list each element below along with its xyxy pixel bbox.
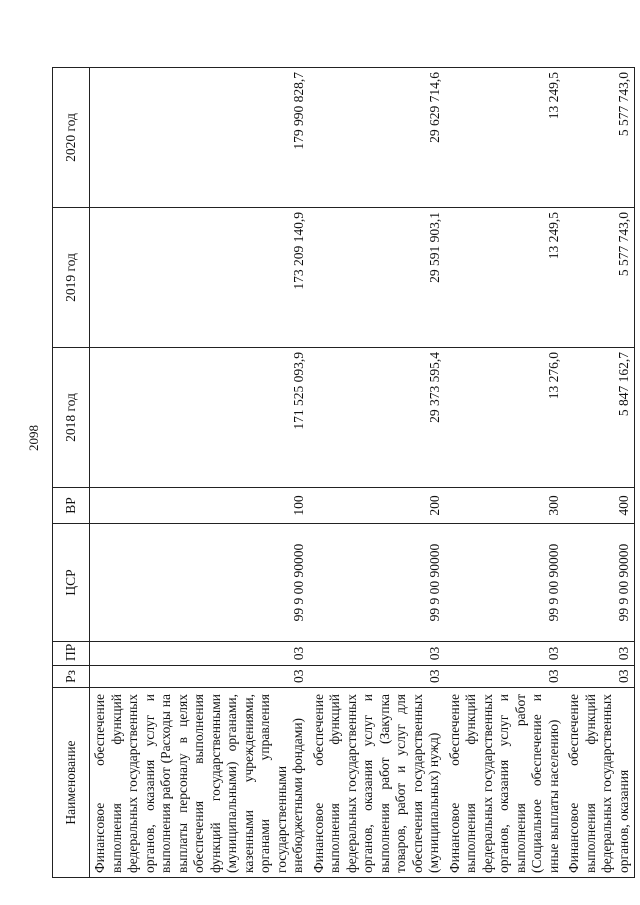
row-name: Финансовое обеспечение выполнения функций федеральных государственных органов, оказания — [564, 688, 635, 878]
row-2018: 5 847 162,7 — [564, 348, 635, 488]
row-2020: 5 577 743,0 — [564, 68, 635, 208]
row-2019: 173 209 140,9 — [90, 208, 309, 348]
row-2018: 29 373 595,4 — [309, 348, 445, 488]
header-2019: 2019 год — [53, 208, 90, 348]
header-vr: ВР — [53, 488, 90, 524]
page-number: 2098 — [26, 425, 41, 451]
header-pr: ПР — [53, 642, 90, 666]
budget-table — [52, 67, 635, 878]
row-name: Финансовое обеспечение выполнения функций федеральных государственных органов, оказания услуг и выполнения работ (Социальное обеспечение и иные выплаты населению) — [445, 688, 565, 878]
table-row — [90, 68, 309, 878]
header-csr: ЦСР — [53, 524, 90, 642]
row-vr: 300 — [445, 488, 565, 524]
row-2020: 29 629 714,6 — [309, 68, 445, 208]
row-name: Финансовое обеспечение выполнения функций федеральных государственных органов, оказания услуг и выполнения работ (Расходы на выплаты персоналу в целях обеспечения выполнения функций государственными (муниципальными) органами, казенными учреждениями, органами управления государственными внебюджетными фондами) — [90, 688, 309, 878]
row-csr: 99 9 00 90000 — [564, 524, 635, 642]
row-pr: 03 — [309, 642, 445, 666]
row-2019: 29 591 903,1 — [309, 208, 445, 348]
row-2019: 5 577 743,0 — [564, 208, 635, 348]
row-csr: 99 9 00 90000 — [309, 524, 445, 642]
table-header-row — [53, 68, 90, 878]
row-vr: 100 — [90, 488, 309, 524]
table-row — [445, 68, 565, 878]
row-pr: 03 — [445, 642, 565, 666]
row-rz: 03 — [445, 666, 565, 688]
rotated-table-container — [52, 68, 631, 878]
row-vr: 400 — [564, 488, 635, 524]
row-rz: 03 — [90, 666, 309, 688]
row-vr: 200 — [309, 488, 445, 524]
row-2018: 171 525 093,9 — [90, 348, 309, 488]
table-row — [564, 68, 635, 878]
row-pr: 03 — [90, 642, 309, 666]
row-rz: 03 — [564, 666, 635, 688]
row-rz: 03 — [309, 666, 445, 688]
header-2018: 2018 год — [53, 348, 90, 488]
row-pr: 03 — [564, 642, 635, 666]
row-2020: 179 990 828,7 — [90, 68, 309, 208]
row-2020: 13 249,5 — [445, 68, 565, 208]
header-2020: 2020 год — [53, 68, 90, 208]
row-2019: 13 249,5 — [445, 208, 565, 348]
row-csr: 99 9 00 90000 — [90, 524, 309, 642]
row-csr: 99 9 00 90000 — [445, 524, 565, 642]
row-name: Финансовое обеспечение выполнения функций федеральных государственных органов, оказания услуг и выполнения работ (Закупка товаров, работ и услуг для обеспечения государственных (муниципальных) нужд) — [309, 688, 445, 878]
header-name: Наименование — [53, 688, 90, 878]
row-2018: 13 276,0 — [445, 348, 565, 488]
table-row — [309, 68, 445, 878]
header-rz: Рз — [53, 666, 90, 688]
